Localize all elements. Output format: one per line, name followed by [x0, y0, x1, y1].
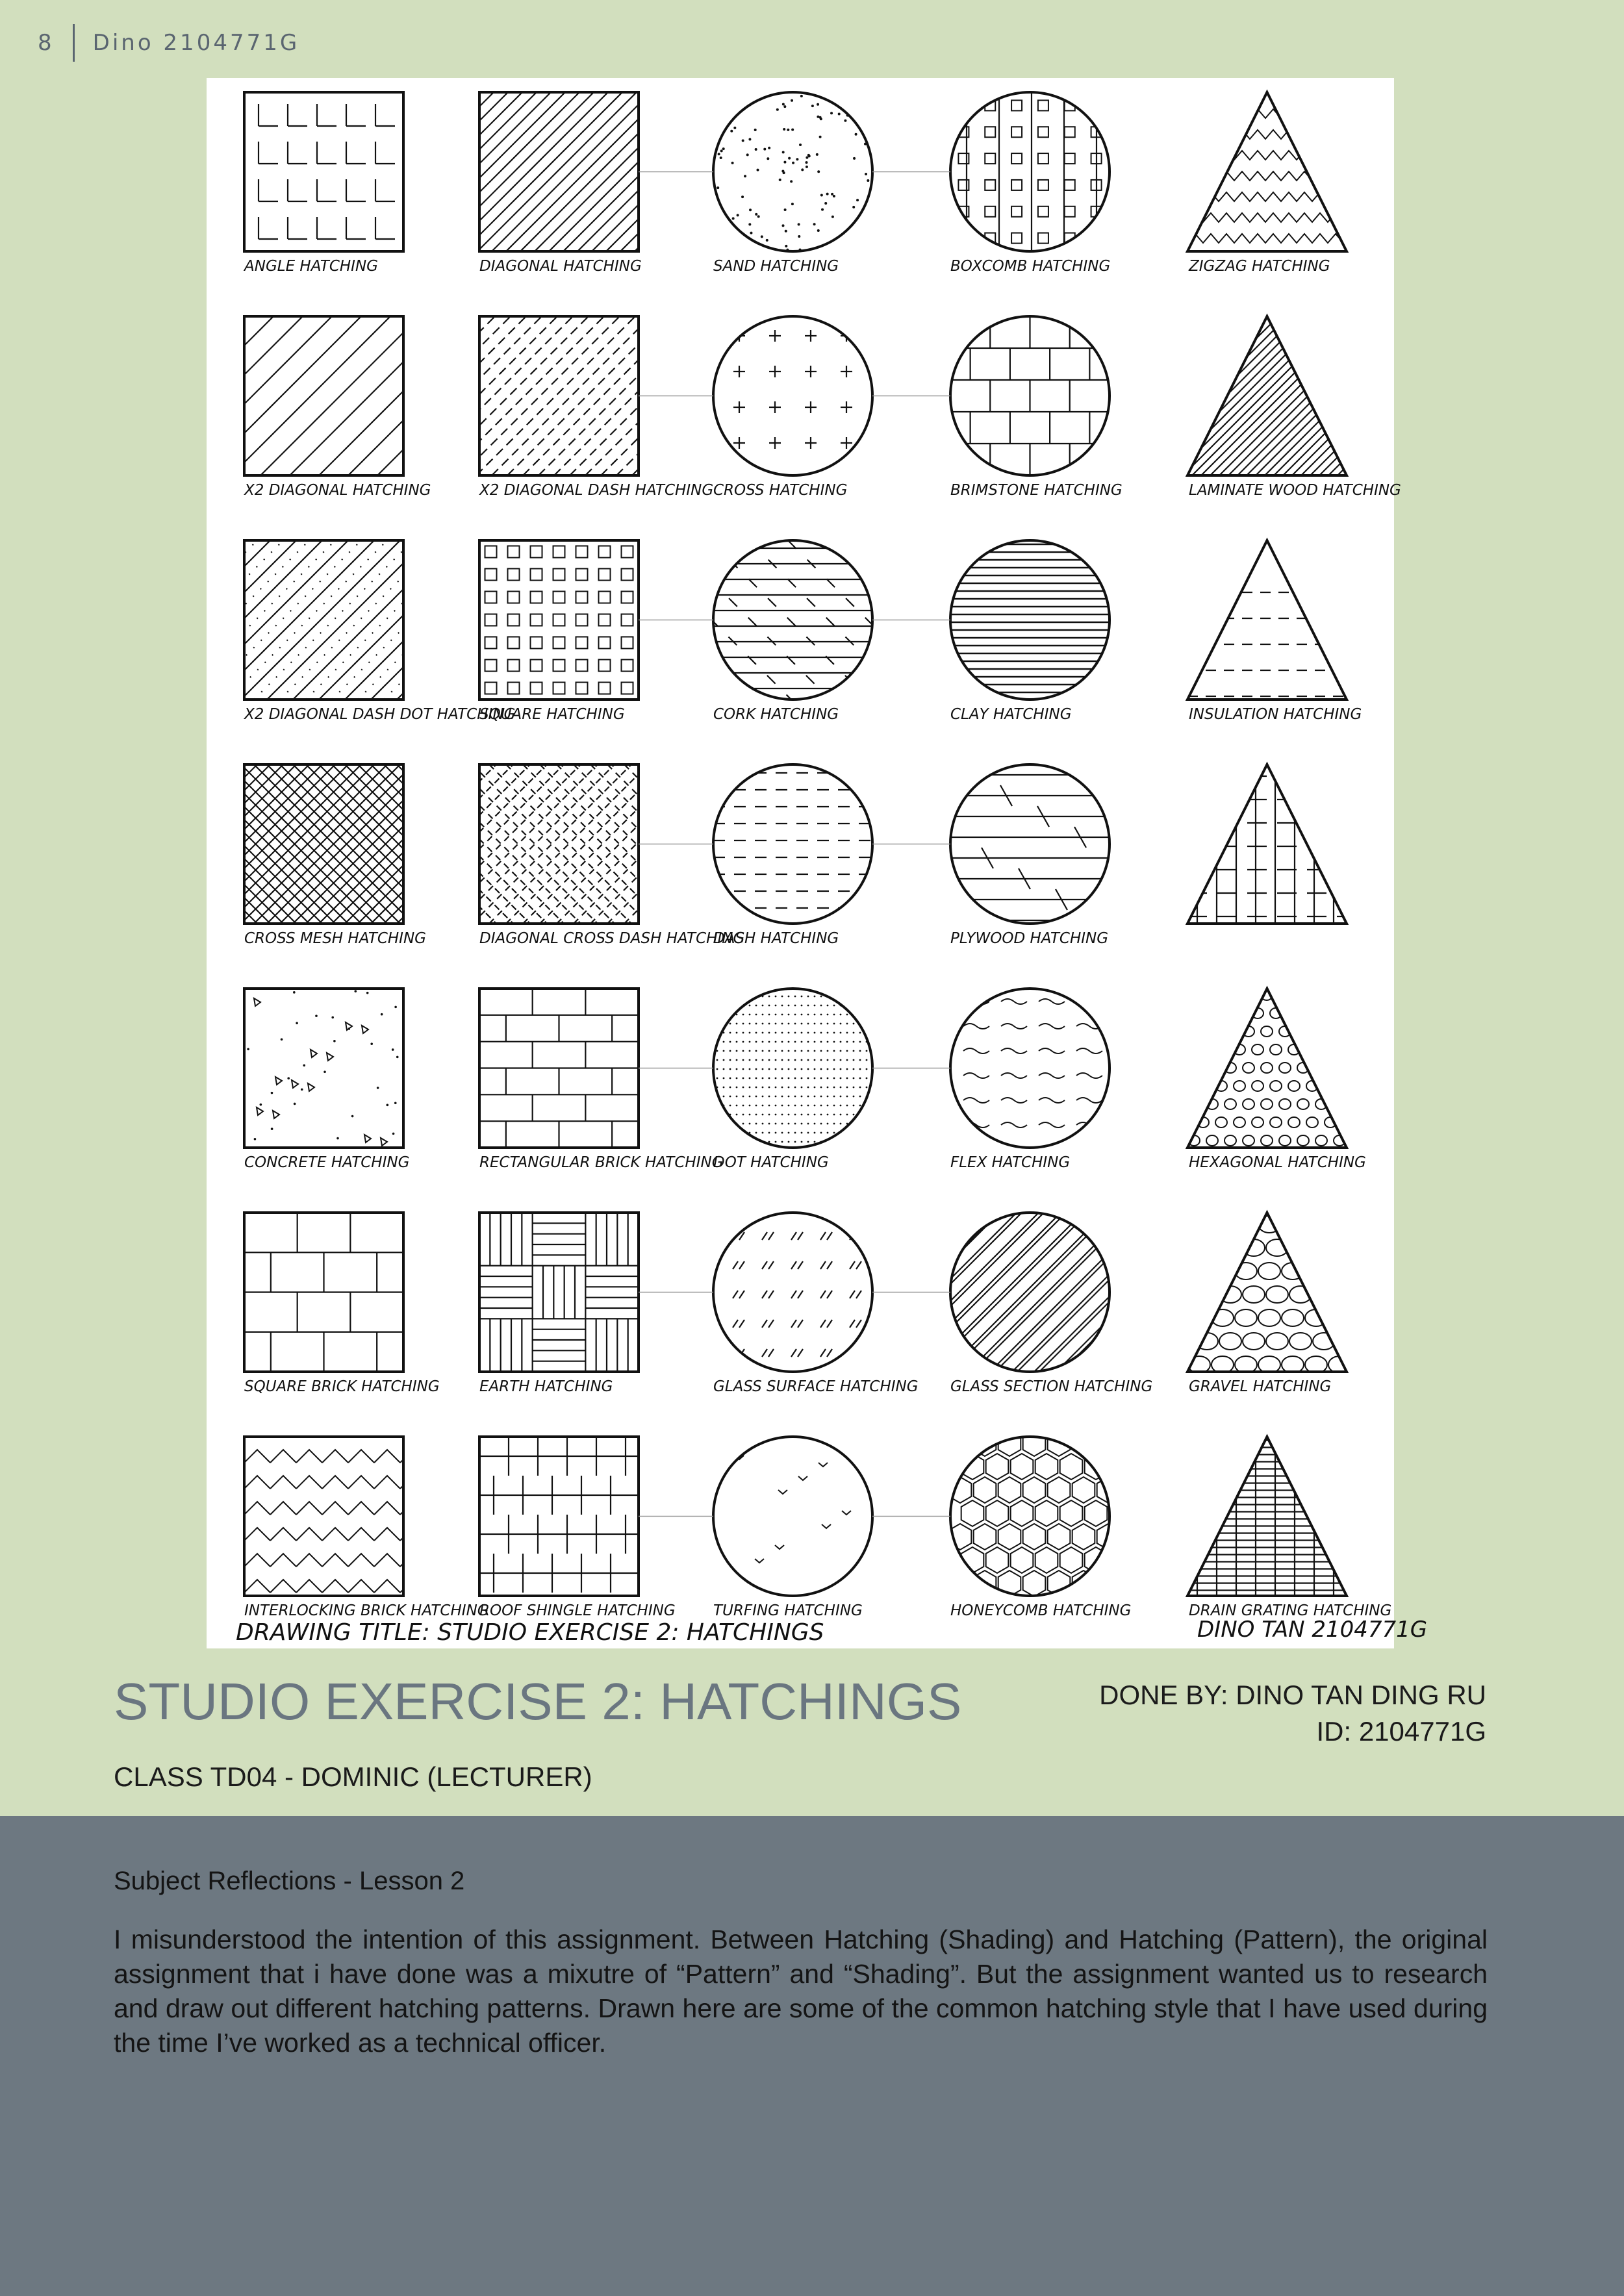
hatch-pattern-fill: [950, 544, 1110, 692]
hatch-pattern-fill: [479, 989, 665, 1148]
hatch-label: DIAGONAL HATCHING: [479, 258, 642, 275]
hatch-label: CROSS MESH HATCHING: [244, 930, 426, 947]
hatch-pattern-fill: [244, 1213, 430, 1372]
drawing-title: DRAWING TITLE: STUDIO EXERCISE 2: HATCHINGS: [236, 1619, 824, 1646]
hatch-pattern-fill: [1028, 316, 1624, 475]
hatch-pattern-fill: [1187, 109, 1351, 243]
hatch-pattern-fill: [733, 330, 852, 449]
hatch-pattern-fill: [713, 773, 872, 908]
hatch-pattern-fill: [958, 92, 1101, 251]
hatch-label: GLASS SURFACE HATCHING: [713, 1378, 919, 1395]
hatch-label: DIAGONAL CROSS DASH HATCHING: [479, 930, 745, 947]
hatch-pattern-fill: [1187, 764, 1347, 924]
hatch-label: ANGLE HATCHING: [244, 258, 378, 275]
hatch-label: LAMINATE WOOD HATCHING: [1189, 482, 1401, 499]
hatch-pattern-fill: [85, 764, 712, 924]
hatch-label: DRAIN GRATING HATCHING: [1189, 1602, 1392, 1619]
hatch-pattern-fill: [950, 764, 1110, 931]
hatch-label: EARTH HATCHING: [479, 1378, 613, 1395]
hatch-pattern-fill: [320, 92, 951, 251]
circle-icon: [950, 540, 1110, 700]
hatch-label: HONEYCOMB HATCHING: [950, 1602, 1132, 1619]
circle-icon: [713, 764, 872, 924]
drawing-signature: DINO TAN 2104771G: [1197, 1617, 1428, 1643]
hatch-label: X2 DIAGONAL DASH HATCHING: [479, 482, 714, 499]
triangle-icon: [1187, 1437, 1347, 1596]
hatch-label: INTERLOCKING BRICK HATCHING: [244, 1602, 489, 1619]
hatch-pattern-fill: [1187, 592, 1347, 722]
hatch-label: BRIMSTONE HATCHING: [950, 482, 1123, 499]
reflection-panel: [0, 1816, 1624, 2296]
hatch-pattern-fill: [1188, 990, 1354, 1146]
hatch-pattern-fill: [1188, 1216, 1358, 1373]
hatch-label: GRAVEL HATCHING: [1189, 1378, 1332, 1395]
triangle-icon: [1187, 764, 1347, 924]
hatch-label: GLASS SECTION HATCHING: [950, 1378, 1153, 1395]
hatch-label: INSULATION HATCHING: [1189, 706, 1362, 723]
square-icon: [479, 540, 639, 700]
author-block: [1099, 1677, 1486, 1750]
reflection-heading: Subject Reflections - Lesson 2: [114, 1867, 465, 1895]
hatch-label: SQUARE HATCHING: [479, 706, 625, 723]
circle-icon: [950, 92, 1110, 251]
square-icon: [479, 1213, 639, 1372]
hatch-pattern-fill: [479, 1213, 639, 1372]
triangle-icon: [1187, 316, 1347, 475]
hatch-pattern-fill: [85, 316, 712, 475]
header-author-id: Dino 2104771G: [92, 30, 300, 56]
square-icon: [244, 316, 403, 475]
hatch-label: X2 DIAGONAL HATCHING: [244, 482, 431, 499]
hatch-label: ROOF SHINGLE HATCHING: [479, 1602, 676, 1619]
hatch-pattern-fill: [963, 999, 1102, 1128]
circle-icon: [950, 1437, 1110, 1596]
hatch-label: FLEX HATCHING: [950, 1154, 1071, 1171]
hatch-pattern-fill: [247, 990, 398, 1146]
hatch-label: ZIGZAG HATCHING: [1189, 258, 1330, 275]
page-number: 8: [38, 30, 55, 56]
hatch-pattern-fill: [485, 546, 633, 694]
page-header: [38, 25, 299, 61]
circle-icon: [713, 1437, 872, 1596]
hatch-pattern-fill: [479, 1437, 640, 1593]
square-icon: [244, 989, 403, 1148]
circle-icon: [713, 316, 872, 475]
hatch-pattern-fill: [85, 540, 725, 700]
header-divider: [73, 24, 75, 62]
hatch-pattern-fill: [717, 996, 868, 1143]
hatch-pattern-fill: [320, 764, 952, 924]
hatch-pattern-fill: [259, 104, 395, 239]
hatch-label: CORK HATCHING: [713, 706, 839, 723]
hatch-pattern-fill: [950, 316, 1130, 475]
hatch-label: TURFING HATCHING: [713, 1602, 863, 1619]
hatching-drawing-sheet: [207, 78, 1428, 1648]
hatch-label: X2 DIAGONAL DASH DOT HATCHING: [244, 706, 516, 723]
hatch-label: RECTANGULAR BRICK HATCHING: [479, 1154, 724, 1171]
hatch-label: CROSS HATCHING: [713, 482, 848, 499]
hatch-pattern-fill: [320, 316, 947, 475]
hatch-pattern-fill: [735, 1456, 851, 1563]
circle-icon: [950, 989, 1110, 1148]
hatch-label: CLAY HATCHING: [950, 706, 1072, 723]
hatch-label: DASH HATCHING: [713, 930, 839, 947]
hatch-label: SAND HATCHING: [713, 258, 839, 275]
triangle-icon: [1187, 989, 1347, 1148]
page-title: STUDIO EXERCISE 2: HATCHINGS: [114, 1672, 962, 1730]
hatch-label: BOXCOMB HATCHING: [950, 258, 1111, 275]
done-by-name: DONE BY: DINO TAN DING RU: [1099, 1680, 1486, 1710]
circle-icon: [713, 989, 872, 1148]
hatch-label: HEXAGONAL HATCHING: [1189, 1154, 1366, 1171]
hatch-label: PLYWOOD HATCHING: [950, 930, 1109, 947]
hatch-pattern-fill: [949, 1430, 1132, 1596]
hatch-label: SQUARE BRICK HATCHING: [244, 1378, 440, 1395]
square-icon: [244, 92, 403, 251]
hatch-pattern-fill: [733, 1232, 861, 1357]
hatch-label: CONCRETE HATCHING: [244, 1154, 410, 1171]
student-id: ID: 2104771G: [1316, 1716, 1486, 1747]
square-icon: [479, 1437, 639, 1596]
reflection-body: I misunderstood the intention of this assignment. Between Hatching (Shading) and Hatching (Pattern), the original assignment that i have done was a mixutre of “Pattern” and “Shading”. But the assignment wanted us to research and draw out different hatching patterns. Drawn here are some of the common hatching style that I have used during the time I’ve worked as a technical officer.: [114, 1924, 1488, 2058]
class-info: CLASS TD04 - DOMINIC (LECTURER): [114, 1761, 592, 1792]
triangle-icon: [1187, 540, 1347, 700]
hatch-label: DOT HATCHING: [713, 1154, 829, 1171]
hatch-pattern-fill: [1187, 1437, 1347, 1596]
square-icon: [479, 764, 639, 924]
circle-icon: [713, 92, 872, 251]
hatching-drawing: [207, 78, 1428, 1648]
